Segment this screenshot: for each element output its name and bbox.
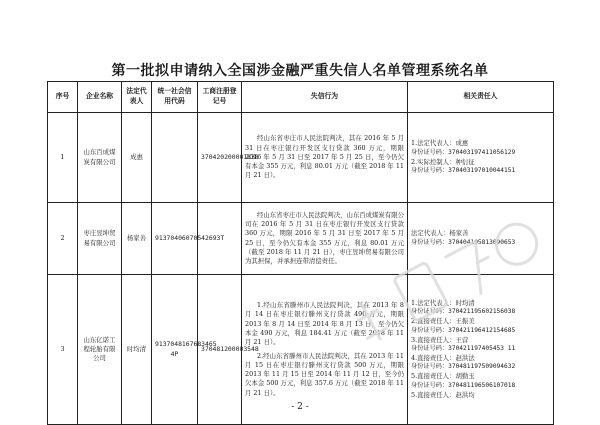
row-reg-no: 370420200001838 <box>198 113 242 203</box>
table-header-row <box>48 82 554 113</box>
row-credit-code: 91370406070542693T <box>152 203 198 275</box>
row-credit-code: 9137048167683465 4P <box>152 275 198 425</box>
person-line: 身份证号码：370421195602156038 <box>411 308 516 316</box>
person-line: 2.实际控制人：种衍征 <box>411 157 475 166</box>
person-line: 3.直接责任人：王营 <box>411 335 469 344</box>
blacklist-table <box>47 81 554 425</box>
row-legal-rep: 杨家善 <box>122 203 152 275</box>
person-line: 身份证号码：370421197405453 11 <box>411 345 516 352</box>
row-legal-rep: 时均清 <box>122 275 152 425</box>
person-line: 身份证号码：370403197010044151 <box>411 166 516 174</box>
person-line: 2.直接责任人：王振美 <box>411 317 475 326</box>
row-company: 山东百成煤炭有限公司 <box>78 113 122 203</box>
header-company: 企业名称 <box>78 82 122 113</box>
row-behavior <box>242 203 408 275</box>
behavior-text: 经山东省枣庄市人民法院判决，山东百成煤炭有限公司在 2016 年 5 月 31 日在枣庄银行开发区支行贷款 360 万元，期限 2016 年 5 月 31 日至 2017 年 5 月 25 日，至今仍欠有本金 355 万元，利息 80.01 万元（截至 2018 年 11 月 21 日），枣庄昱坤贸易有限公司为其担保，并承担连带清偿责任。 <box>245 210 404 266</box>
row-behavior <box>242 113 408 203</box>
header-legal-rep: 法定代表人 <box>122 82 152 113</box>
table-row <box>48 203 554 275</box>
row-no: 3 <box>48 275 78 425</box>
header-credit-code: 统一社会信用代码 <box>152 82 198 113</box>
header-behavior: 失信行为 <box>242 82 408 113</box>
behavior-text: 2.经山东省滕州市人民法院判决，其在 2013 年 11 月 15 日在枣庄银行滕州支行贷款 500 万元，期限 2013 年 11 月 15 日至 2014 年 11 月 12 日，至今仍欠本金 500 万元，利息 357.6 万元（截至 2018 年 11 月 21 日）。 <box>245 351 404 397</box>
row-credit-code <box>152 113 198 203</box>
header-reg-no: 工商注册登记号 <box>198 82 242 113</box>
document-title: 第一批拟申请纳入全国涉金融严重失信人名单管理系统名单 <box>111 63 489 79</box>
person-line: 身份证号码：370403197411056129 <box>411 148 516 156</box>
person-line: 1.法定代表人：成惠 <box>411 139 469 148</box>
header-persons: 相关责任人 <box>408 82 554 113</box>
person-line: 身份证号码：370481196506107018 <box>411 381 516 389</box>
table-row <box>48 113 554 203</box>
behavior-text: 经山东省枣庄市人民法院判决，其在 2016 年 5 月 31 日在枣庄银行开发区支行贷款 360 万元，期限 2016 年 5 月 31 日至 2017 年 5 月 25 日，至今仍欠有本金 355 万元，利息 80.01 万元（截至 2018 年 11 月 21 日）。 <box>245 134 404 180</box>
person-line: 身份证号码：370421196412154685 <box>411 326 516 334</box>
person-line: 身份证号码：370481197509094632 <box>411 363 516 371</box>
person-line: 法定代表人：杨家善 <box>411 229 469 238</box>
row-no: 1 <box>48 113 78 203</box>
header-no: 序号 <box>48 82 78 113</box>
row-legal-rep: 成惠 <box>122 113 152 203</box>
page-number: - 2 - <box>291 402 309 412</box>
behavior-text: 1.经山东省滕州市人民法院判决，其在 2013 年 8 月 14 日在枣庄银行滕州支行贷款 490 万元，期限 2013 年 8 月 14 日至 2014 年 8 月 13 日，至今仍欠本金 490 万元，利息 184.41 万元（截至 2018 年 11 月 21 日）。 <box>245 301 404 347</box>
row-company: 枣庄昱坤贸易有限公司 <box>78 203 122 275</box>
row-reg-no: 370481200003548 <box>198 275 242 425</box>
row-no: 2 <box>48 203 78 275</box>
person-line: 4.直接责任人：赵洪法 <box>411 353 475 362</box>
row-persons <box>408 203 554 275</box>
row-persons <box>408 113 554 203</box>
person-line: 1.法定代表人：时均清 <box>411 299 475 308</box>
person-line: 5.直接责任人：胡勤玉 <box>411 372 475 381</box>
row-company: 山东亿诺工程轮胎有限公司 <box>78 275 122 425</box>
person-line: 5.直接责任人：赵洪均 <box>411 390 475 399</box>
person-line: 身份证号码：370404195813090653 <box>411 238 516 246</box>
